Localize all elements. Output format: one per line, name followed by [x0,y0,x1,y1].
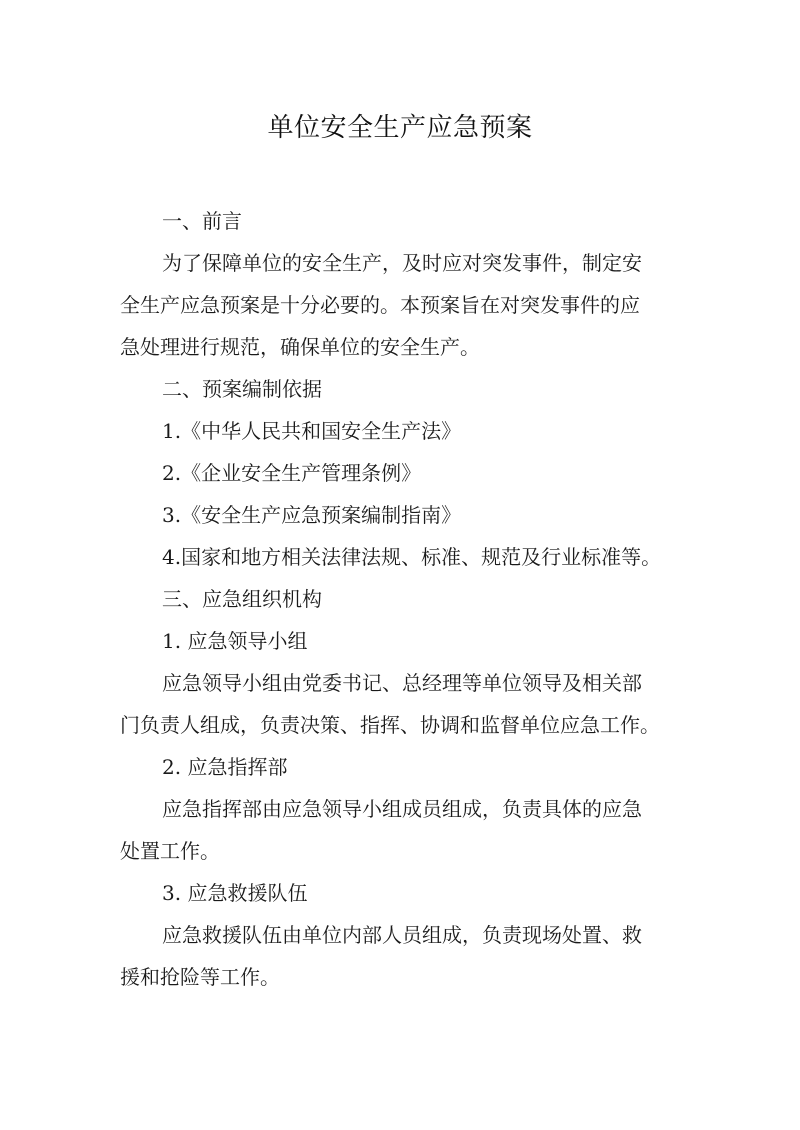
document-body [120,200,685,998]
paragraph-line: 门负责人组成，负责决策、指挥、协调和监督单位应急工作。 [120,713,660,737]
document-title: 单位安全生产应急预案 [267,113,533,143]
subsection-heading: 1. 应急领导小组 [162,629,308,653]
paragraph-line: 应急领导小组由党委书记、总经理等单位领导及相关部 [162,671,642,695]
list-item: 4.国家和地方相关法律法规、标准、规范及行业标准等。 [162,545,662,569]
paragraph-line: 应急救援队伍由单位内部人员组成，负责现场处置、救 [162,923,642,947]
paragraph-line: 为了保障单位的安全生产，及时应对突发事件，制定安 [162,251,642,275]
list-item: 2.《企业安全生产管理条例》 [162,461,422,485]
paragraph-line: 全生产应急预案是十分必要的。本预案旨在对突发事件的应 [120,293,640,317]
paragraph-line: 应急指挥部由应急领导小组成员组成，负责具体的应急 [162,797,642,821]
paragraph-line: 急处理进行规范，确保单位的安全生产。 [120,335,480,359]
list-item: 1.《中华人民共和国安全生产法》 [162,419,462,443]
subsection-heading: 3. 应急救援队伍 [162,881,308,905]
section-heading-preface: 一、前言 [162,209,242,233]
paragraph-line: 援和抢险等工作。 [120,965,280,989]
section-heading-organization: 三、应急组织机构 [162,587,322,611]
section-heading-basis: 二、预案编制依据 [162,377,322,401]
subsection-heading: 2. 应急指挥部 [162,755,288,779]
paragraph-line: 处置工作。 [120,839,220,863]
list-item: 3.《安全生产应急预案编制指南》 [162,503,462,527]
